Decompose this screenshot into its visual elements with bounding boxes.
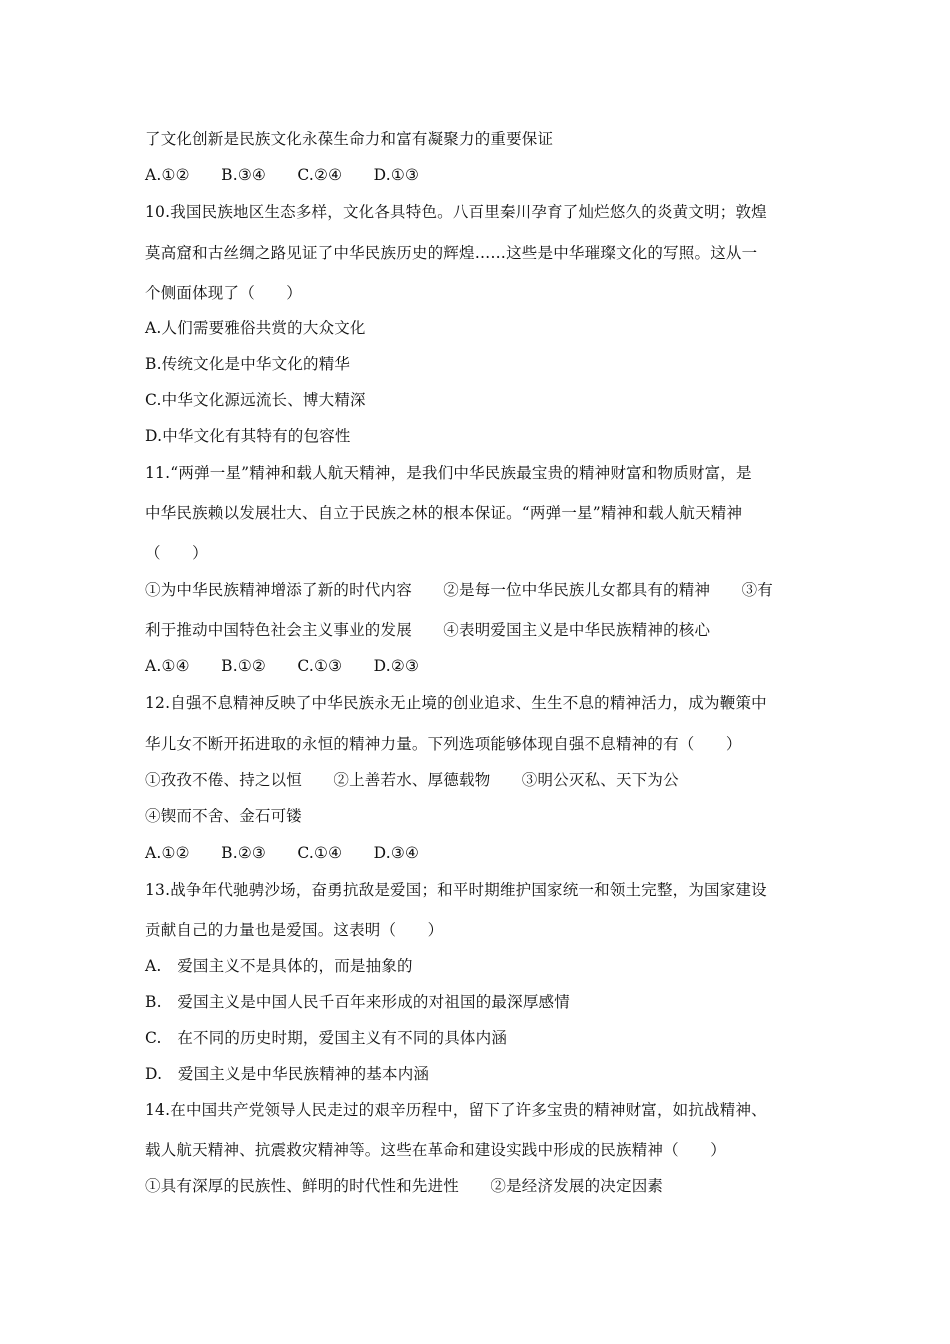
q12-statements-line-1: ①孜孜不倦、持之以恒 ②上善若水、厚德载物 ③明公灭私、天下为公 (145, 771, 679, 789)
q11-statements-line-1: ①为中华民族精神增添了新的时代内容 ②是每一位中华民族儿女都具有的精神 ③有 (145, 581, 774, 599)
q11-options: A.①④ B.①② C.①③ D.②③ (145, 657, 420, 675)
q10-option-a: A.人们需要雅俗共赏的大众文化 (145, 319, 366, 337)
q11-stem-line-1: 11.“两弹一星”精神和载人航天精神，是我们中华民族最宝贵的精神财富和物质财富，是 (145, 464, 752, 482)
text-line: 了文化创新是民族文化永葆生命力和富有凝聚力的重要保证 (145, 130, 554, 148)
q13-option-d: D. 爱国主义是中华民族精神的基本内涵 (145, 1065, 430, 1083)
q11-statements-line-2: 利于推动中国特色社会主义事业的发展 ④表明爱国主义是中华民族精神的核心 (145, 621, 711, 639)
q13-option-b: B. 爱国主义是中国人民千百年来形成的对祖国的最深厚感情 (145, 993, 570, 1011)
q12-statements-line-2: ④锲而不舍、金石可镂 (145, 807, 303, 825)
q12-stem-line-2: 华儿女不断开拓进取的永恒的精神力量。下列选项能够体现自强不息精神的有（ ） (145, 735, 742, 753)
q10-stem-line-3: 个侧面体现了（ ） (145, 284, 303, 302)
q13-option-c: C. 在不同的历史时期，爱国主义有不同的具体内涵 (145, 1029, 508, 1047)
q10-option-d: D.中华文化有其特有的包容性 (145, 427, 351, 445)
q10-option-b: B.传统文化是中华文化的精华 (145, 355, 351, 373)
q14-statements-line-1: ①具有深厚的民族性、鲜明的时代性和先进性 ②是经济发展的决定因素 (145, 1177, 664, 1195)
q11-stem-line-3: （ ） (145, 544, 208, 562)
q10-option-c: C.中华文化源远流长、博大精深 (145, 391, 366, 409)
q13-option-a: A. 爱国主义不是具体的，而是抽象的 (145, 957, 413, 975)
q10-stem-line-1: 10.我国民族地区生态多样，文化各具特色。八百里秦川孕育了灿烂悠久的炎黄文明；敦煌 (145, 203, 767, 221)
q14-stem-line-1: 14.在中国共产党领导人民走过的艰辛历程中，留下了许多宝贵的精神财富，如抗战精神、 (145, 1101, 767, 1119)
q12-options: A.①② B.②③ C.①④ D.③④ (145, 844, 420, 862)
q13-stem-line-2: 贡献自己的力量也是爱国。这表明（ ） (145, 921, 444, 939)
q10-stem-line-2: 莫高窟和古丝绸之路见证了中华民族历史的辉煌……这些是中华璀璨文化的写照。这从一 (145, 244, 758, 262)
q12-stem-line-1: 12.自强不息精神反映了中华民族永无止境的创业追求、生生不息的精神活力，成为鞭策中 (145, 694, 767, 712)
q14-stem-line-2: 载人航天精神、抗震救灾精神等。这些在革命和建设实践中形成的民族精神（ ） (145, 1141, 726, 1159)
q9-options: A.①② B.③④ C.②④ D.①③ (145, 166, 420, 184)
q13-stem-line-1: 13.战争年代驰骋沙场，奋勇抗敌是爱国；和平时期维护国家统一和领土完整，为国家建设 (145, 881, 767, 899)
q11-stem-line-2: 中华民族赖以发展壮大、自立于民族之林的根本保证。“两弹一星”精神和载人航天精神 (145, 504, 743, 522)
